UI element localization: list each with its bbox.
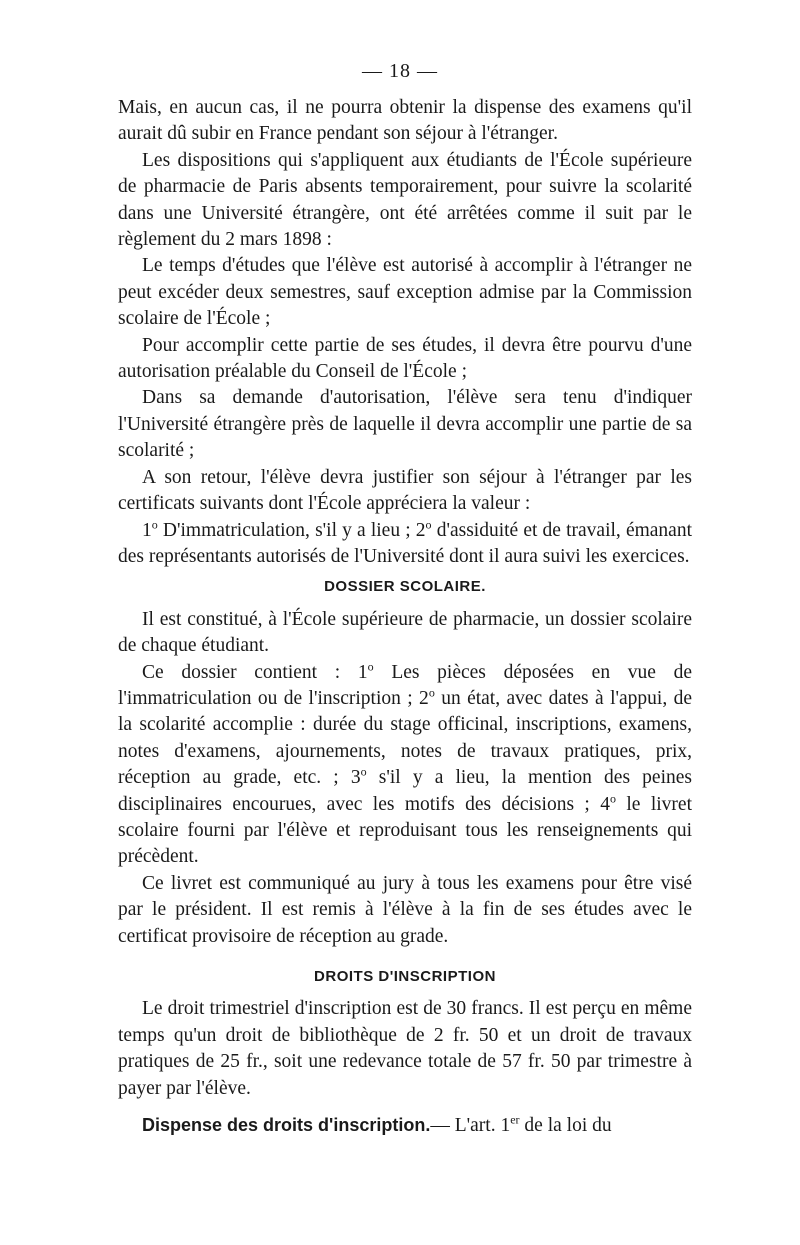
body-text — [118, 95, 692, 1139]
section-heading: DOSSIER SCOLAIRE. — [324, 578, 486, 596]
paragraph: Dispense des droits d'inscription.— L'art. 1er de la loi du — [142, 1112, 612, 1137]
paragraph: Ce livret est communiqué au jury à tous les examens pour être visé par le président. Il est remis à l'élève à la fin de ses études avec le certificat provisoire de réception au grade. — [118, 872, 692, 947]
paragraph-numbered: 1$^o$ D'immatriculation, s'il y a lieu ; 2$^o$ d'assiduité et de travail, émanant des représentants autorisés de l'Université dont il aura suivi les exercices. — [118, 517, 692, 567]
paragraph: A son retour, l'élève devra justifier son séjour à l'étranger par les certificats suivants dont l'École appréciera la valeur : — [118, 466, 692, 515]
paragraph: Mais, en aucun cas, il ne pourra obtenir la dispense des examens qu'il aurait dû subir en France pendant son séjour à l'étranger. — [118, 97, 692, 145]
paragraph: Pour accomplir cette partie de ses études, il devra être pourvu d'une autorisation préalable du Conseil de l'École ; — [118, 334, 692, 383]
paragraph: Le temps d'études que l'élève est autorisé à accomplir à l'étranger ne peut excéder deux semestres, sauf exception admise par la Commission scolaire de l'École ; — [118, 255, 692, 330]
bold-lead: Dispense des droits d'inscription. — [142, 1115, 431, 1136]
paragraph: Les dispositions qui s'appliquent aux étudiants de l'École supérieure de pharmacie de Paris absents temporairement, pour suivre la scolarité dans une Université étrangère, ont été arrêtées comme il suit par le règlement du 2 mars 1898 : — [118, 149, 692, 251]
page-number: — 18 — — [362, 60, 438, 82]
section-heading: DROITS D'INSCRIPTION — [314, 968, 496, 985]
paragraph: Ce dossier contient : 1$^o$ Les pièces déposées en vue de l'immatriculation ou de l'inscription ; 2$^o$ un état, avec dates à l'appui, de la scolarité accomplie : durée du stage officinal, inscriptions, examens, notes d'examens, ajournements, notes de travaux pratiques, prix, réception au grade, etc. ; 3$^o$ s'il y a lieu, la mention des peines disciplinaires encourues, avec les motifs des décisions ; 4$^o$ le livret scolaire fourni par l'élève et reproduisant tous les renseignements qui précèdent. — [118, 659, 692, 868]
paragraph: Dans sa demande d'autorisation, l'élève sera tenu d'indiquer l'Université étrangère près de laquelle il devra accomplir une partie de sa scolarité ; — [118, 387, 692, 462]
paragraph: Le droit trimestriel d'inscription est de 30 francs. Il est perçu en même temps qu'un droit de bibliothèque de 2 fr. 50 et un droit de travaux pratiques de 25 fr., soit une redevance totale de 57 fr. 50 par trimestre à payer par l'élève. — [118, 998, 692, 1099]
paragraph: Il est constitué, à l'École supérieure de pharmacie, un dossier scolaire de chaque étudiant. — [118, 608, 692, 657]
